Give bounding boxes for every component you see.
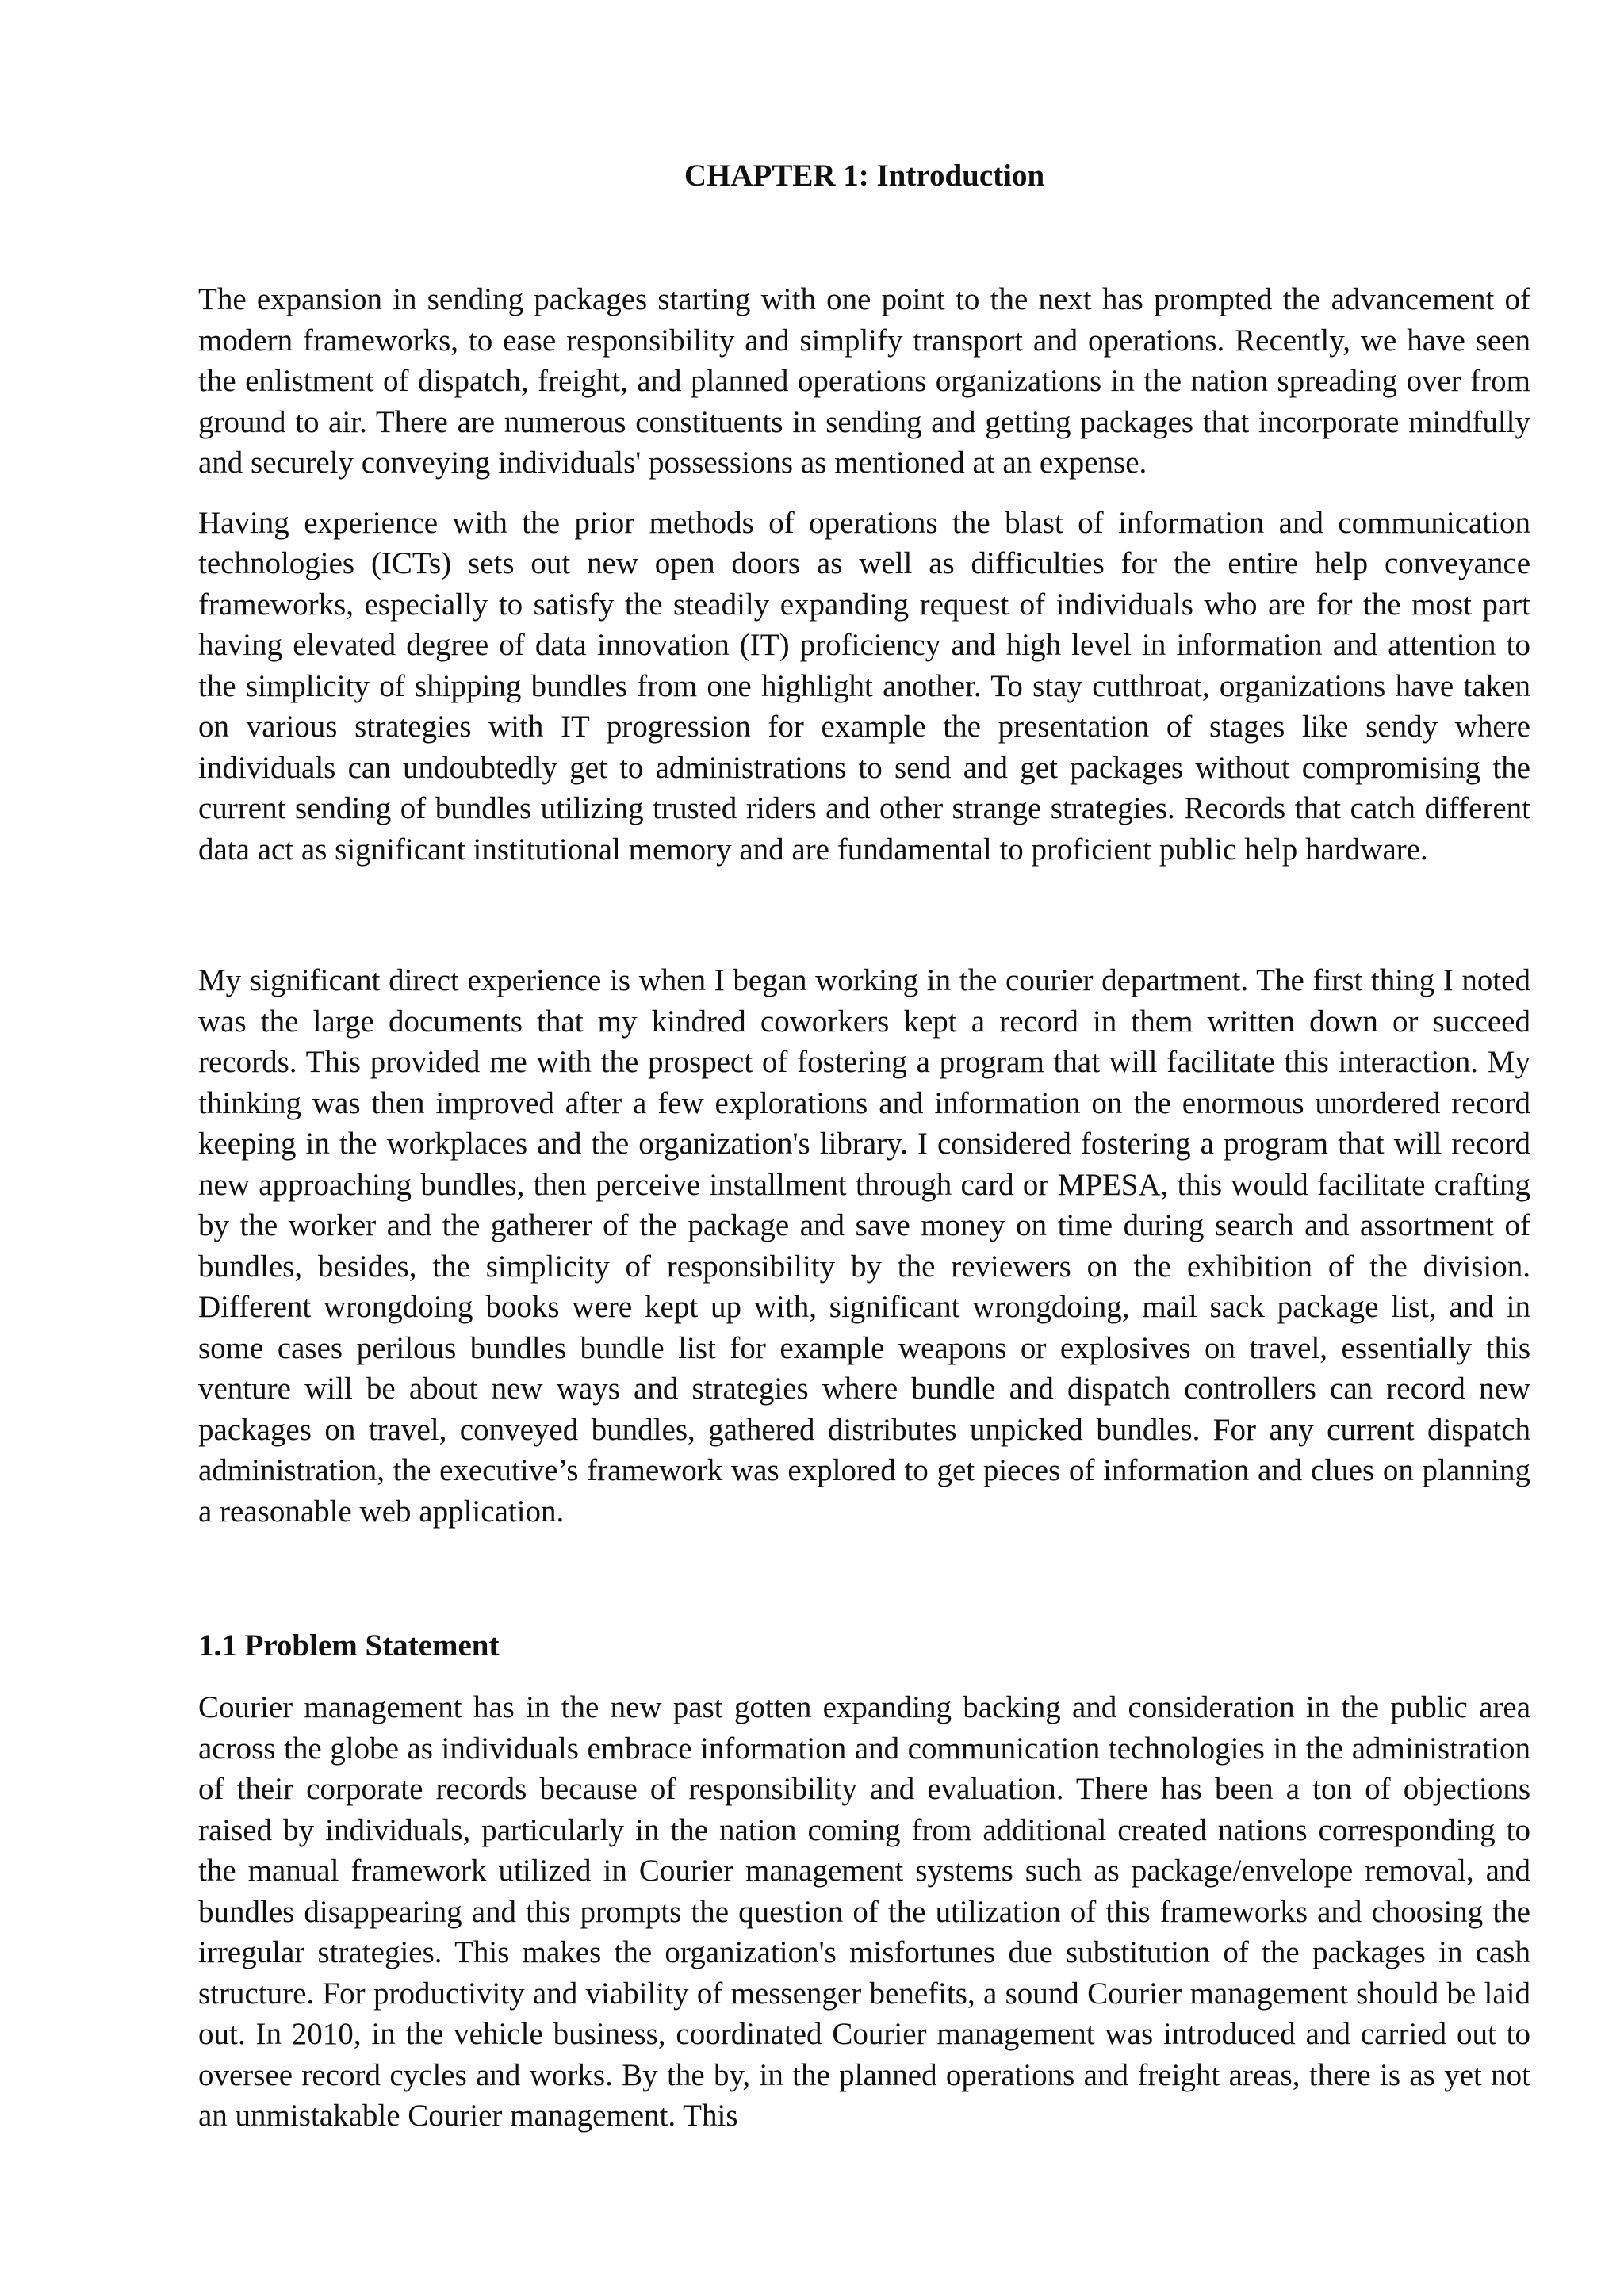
page-content (198, 155, 1530, 2137)
problem-statement-paragraph: Courier management has in the new past gotten expanding backing and consideration in the public area across the globe as individuals embrace information and communication technologies in the administration of their corporate records because of responsibility and evaluation. There has been a ton of objections raised by individuals, particularly in the nation coming from additional created nations corresponding to the manual framework utilized in Courier management systems such as package/envelope removal, and bundles disappearing and this prompts the question of the utilization of this frameworks and choosing the irregular strategies. This makes the organization's misfortunes due substitution of the packages in cash structure. For productivity and viability of messenger benefits, a sound Courier management should be laid out. In 2010, in the vehicle business, coordinated Courier management was introduced and carried out to oversee record cycles and works. By the by, in the planned operations and freight areas, there is as yet not an unmistakable Courier management. This (198, 1690, 1530, 2133)
intro-paragraph-3: My significant direct experience is when I began working in the courier department. The first thing I noted was the large documents that my kindred coworkers kept a record in them written down or succeed records. This provided me with the prospect of fostering a program that will facilitate this interaction. My thinking was then improved after a few explorations and information on the enormous unordered record keeping in the workplaces and the organization's library. I considered fostering a program that will record new approaching bundles, then perceive installment through card or MPESA, this would facilitate crafting by the worker and the gatherer of the package and save money on time during search and assortment of bundles, besides, the simplicity of responsibility by the reviewers on the exhibition of the division. Different wrongdoing books were kept up with, significant wrongdoing, mail sack package list, and in some cases perilous bundles bundle list for example weapons or explosives on travel, essentially this venture will be about new ways and strategies where bundle and dispatch controllers can record new packages on travel, conveyed bundles, gathered distributes unpicked bundles. For any current dispatch administration, the executive’s framework was explored to get pieces of information and clues on planning a reasonable web application. (198, 963, 1530, 1529)
intro-paragraph-1: The expansion in sending packages starting with one point to the next has prompted the advancement of modern frameworks, to ease responsibility and simplify transport and operations. Recently, we have seen the enlistment of dispatch, freight, and planned operations organizations in the nation spreading over from ground to air. There are numerous constituents in sending and getting packages that incorporate mindfully and securely conveying individuals' possessions as mentioned at an expense. (198, 282, 1530, 480)
intro-paragraph-2: Having experience with the prior methods of operations the blast of information and communication technologies (ICTs) sets out new open doors as well as difficulties for the entire help conveyance frameworks, especially to satisfy the steadily expanding request of individuals who are for the most part having elevated degree of data innovation (IT) proficiency and high level in information and attention to the simplicity of shipping bundles from one highlight another. To stay cutthroat, organizations have taken on various strategies with IT progression for example the presentation of stages like sendy where individuals can undoubtedly get to administrations to send and get packages without compromising the current sending of bundles utilizing trusted riders and other strange strategies. Records that catch different data act as significant institutional memory and are fundamental to proficient public help hardware. (198, 505, 1530, 867)
chapter-title: CHAPTER 1: Introduction (684, 159, 1045, 193)
section-heading-problem-statement: 1.1 Problem Statement (198, 1628, 500, 1663)
